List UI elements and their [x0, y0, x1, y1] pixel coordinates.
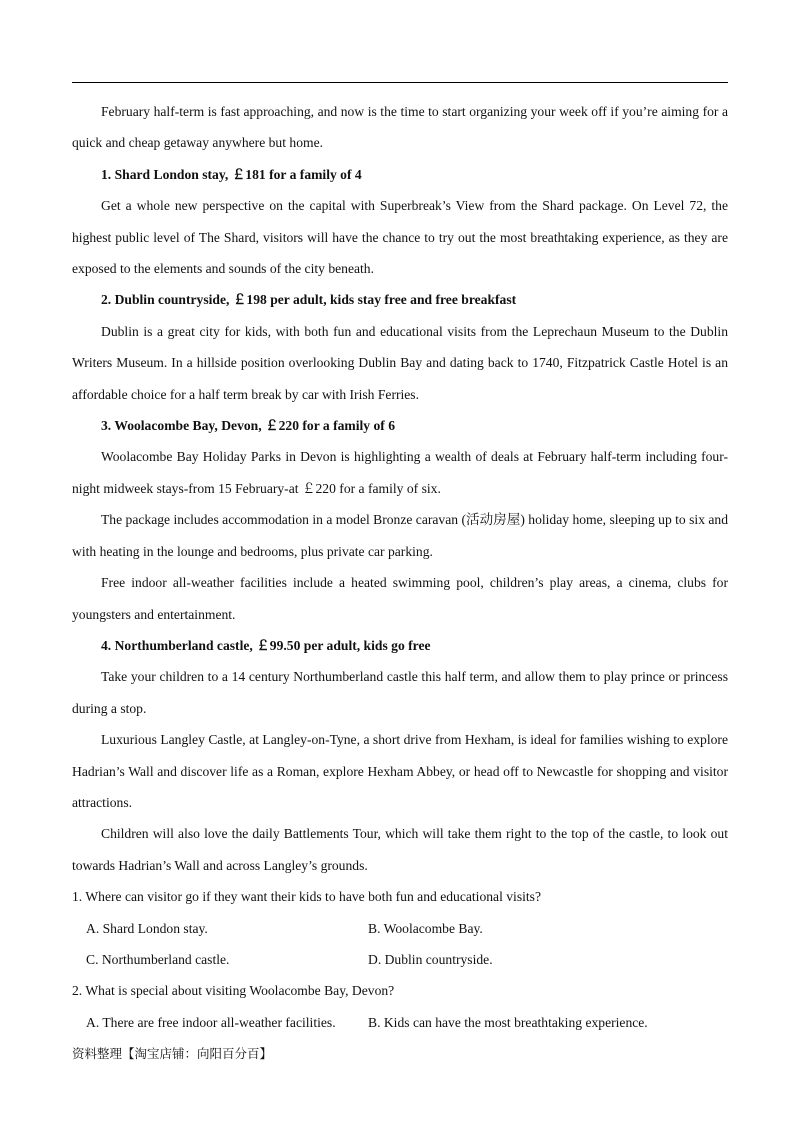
- question-1-options-row-1: [72, 913, 728, 944]
- question-2-stem: 2. What is special about visiting Woolacombe Bay, Devon?: [72, 983, 395, 999]
- question-1-option-d: D. Dublin countryside.: [368, 951, 493, 967]
- question-1-options-row-2: [72, 944, 728, 975]
- section-3-paragraph-a: Woolacombe Bay Holiday Parks in Devon is highlighting a wealth of deals at February half-term including four-night midweek stays-from 15 February-at ￡220 for a family of six.: [72, 449, 728, 496]
- section-3-paragraph-b: The package includes accommodation in a model Bronze caravan (活动房屋) holiday home, sleeping up to six and with heating in the lounge and bedrooms, plus private car parking.: [72, 512, 729, 559]
- section-heading-1: 1. Shard London stay, ￡181 for a family of 4: [101, 166, 362, 182]
- question-2-option-b: B. Kids can have the most breathtaking experience.: [368, 1014, 648, 1030]
- question-1-stem: 1. Where can visitor go if they want their kids to have both fun and educational visits?: [72, 889, 541, 905]
- section-3-paragraph-c: Free indoor all-weather facilities include a heated swimming pool, children’s play areas, a cinema, clubs for youngsters and entertainment.: [72, 575, 728, 622]
- footer-note: 资料整理【淘宝店铺：向阳百分百】: [72, 1046, 273, 1061]
- section-2-paragraph: Dublin is a great city for kids, with both fun and educational visits from the Leprechaun Museum to the Dublin Writers Museum. In a hillside position overlooking Dublin Bay and dating back to 1740, Fitzpatrick Castle Hotel is an affordable choice for a half term break by car with Irish Ferries.: [72, 323, 728, 402]
- section-heading-2: 2. Dublin countryside, ￡198 per adult, kids stay free and free breakfast: [101, 292, 517, 308]
- section-heading-4: 4. Northumberland castle, ￡99.50 per adult, kids go free: [101, 637, 431, 653]
- header-rule: [72, 82, 728, 83]
- section-1-paragraph: Get a whole new perspective on the capital with Superbreak’s View from the Shard package. On Level 72, the highest public level of The Shard, visitors will have the chance to try out the most breathtaking experience, as they are exposed to the elements and sounds of the city beneath.: [72, 198, 728, 277]
- section-4-paragraph-c: Children will also love the daily Battlements Tour, which will take them right to the top of the castle, to look out towards Hadrian’s Wall and across Langley’s grounds.: [72, 826, 728, 873]
- question-1-option-c: C. Northumberland castle.: [86, 951, 230, 967]
- question-2-option-a: A. There are free indoor all-weather facilities.: [86, 1014, 336, 1030]
- question-2-options-row-1: [72, 1007, 728, 1038]
- section-heading-3: 3. Woolacombe Bay, Devon, ￡220 for a family of 6: [101, 418, 396, 434]
- section-4-paragraph-a: Take your children to a 14 century Northumberland castle this half term, and allow them to play prince or princess during a stop.: [72, 669, 728, 716]
- question-1-option-a: A. Shard London stay.: [86, 920, 208, 936]
- section-4-paragraph-b: Luxurious Langley Castle, at Langley-on-Tyne, a short drive from Hexham, is ideal for families wishing to explore Hadrian’s Wall and discover life as a Roman, explore Hexham Abbey, or head off to Newcastle for shopping and visitor attractions.: [72, 732, 728, 810]
- intro-paragraph: February half-term is fast approaching, and now is the time to start organizing your week off if you’re aiming for a quick and cheap getaway anywhere but home.: [72, 104, 728, 151]
- question-1-option-b: B. Woolacombe Bay.: [368, 920, 483, 936]
- document-body: [72, 96, 728, 1038]
